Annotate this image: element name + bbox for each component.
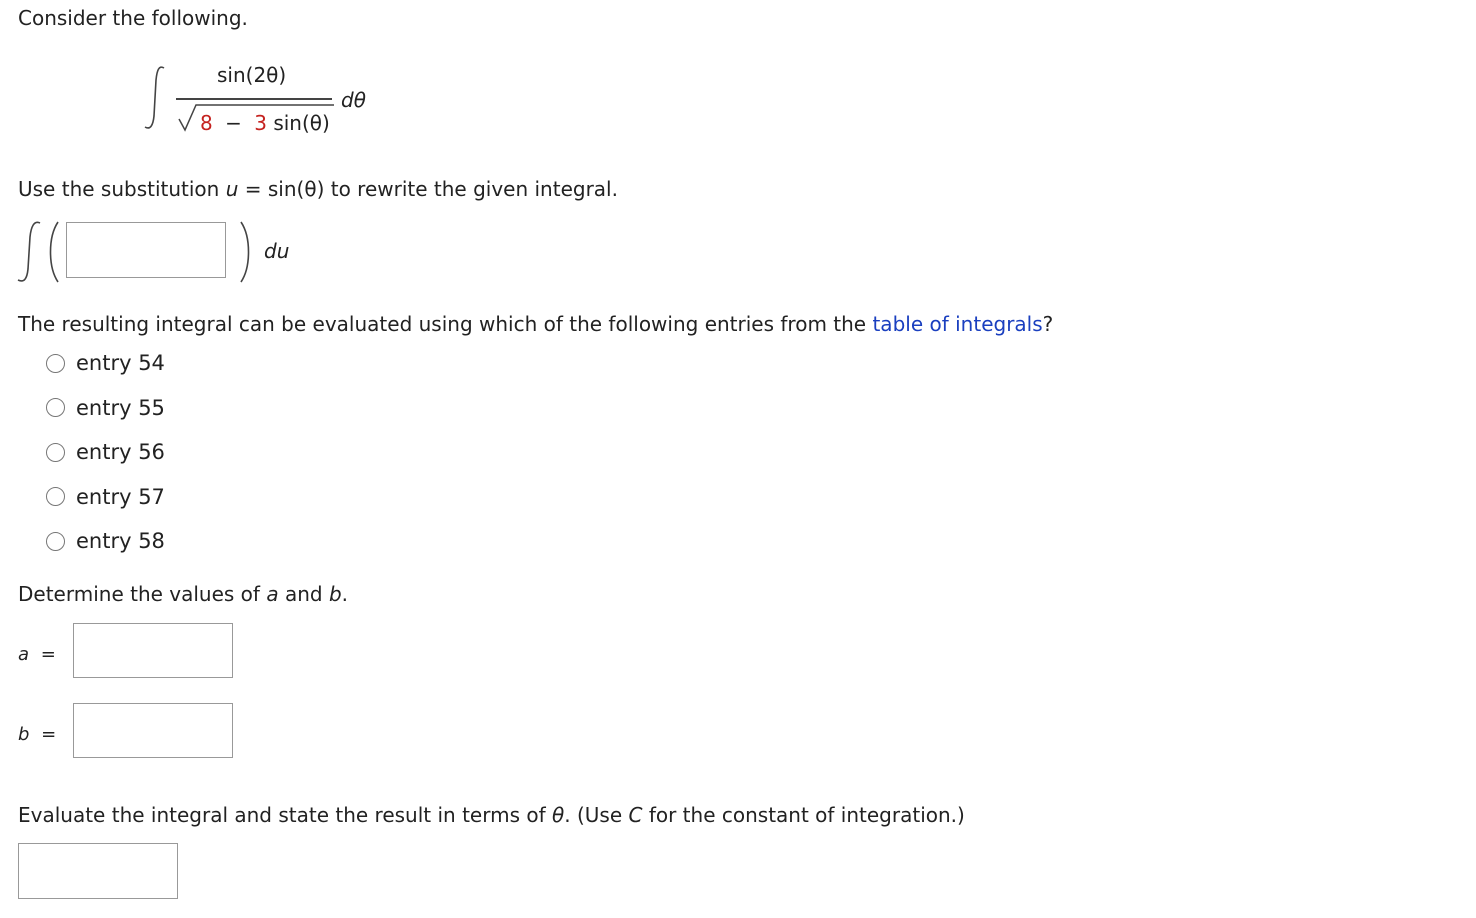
substitution-expression: sin(θ) [267, 177, 325, 201]
substitution-equals: = [244, 177, 262, 201]
a-label [18, 644, 56, 665]
evaluate-theta: θ [552, 803, 565, 827]
option-label: entry 56 [76, 440, 165, 464]
evaluate-after: for the constant of integration.) [648, 803, 965, 827]
option-label: entry 57 [76, 485, 165, 509]
integral-differential: dθ [341, 88, 366, 112]
radio-button[interactable] [46, 398, 65, 417]
integral-sign-icon [14, 219, 48, 285]
b-equals: = [41, 724, 57, 745]
b-label [18, 724, 56, 745]
evaluate-instruction [18, 803, 965, 827]
option-label: entry 55 [76, 396, 165, 420]
ab-period: . [341, 582, 349, 606]
denominator [200, 111, 330, 135]
substitution-suffix: to rewrite the given integral. [330, 177, 618, 201]
a-value-input[interactable] [73, 623, 233, 678]
b-value-input[interactable] [73, 703, 233, 758]
radio-button[interactable] [46, 532, 65, 551]
ab-instruction [18, 582, 348, 606]
substitution-integrand-input[interactable] [66, 222, 226, 278]
denominator-constant: 8 [200, 111, 213, 135]
intro-text: Consider the following. [18, 6, 248, 30]
ab-and: and [284, 582, 323, 606]
b-variable: b [18, 724, 30, 745]
minus-sign: − [225, 111, 242, 135]
radio-button[interactable] [46, 487, 65, 506]
ab-a: a [266, 582, 279, 606]
substitution-instruction [18, 177, 618, 201]
evaluate-constant: C [628, 803, 643, 827]
table-question [18, 312, 1053, 336]
integral-sign-icon [140, 64, 174, 132]
radio-button[interactable] [46, 443, 65, 462]
ab-prompt: Determine the values of [18, 582, 260, 606]
evaluate-middle: . (Use [564, 803, 623, 827]
table-of-integrals-link[interactable]: table of integrals [872, 312, 1043, 336]
question-text: The resulting integral can be evaluated using which of the following entries from the [18, 312, 867, 336]
denominator-function: sin(θ) [273, 111, 330, 135]
a-equals: = [40, 644, 56, 665]
result-input[interactable] [18, 843, 178, 899]
question-mark: ? [1042, 312, 1054, 336]
integrand-numerator: sin(2θ) [217, 63, 287, 87]
substitution-variable: u [225, 177, 239, 201]
rewritten-differential: du [264, 239, 290, 263]
option-label: entry 58 [76, 529, 165, 553]
left-paren-icon [44, 219, 64, 285]
option-label: entry 54 [76, 351, 165, 375]
a-variable: a [18, 644, 30, 665]
ab-b: b [328, 582, 342, 606]
radio-button[interactable] [46, 354, 65, 373]
right-paren-icon [236, 219, 256, 285]
denominator-coefficient: 3 [254, 111, 267, 135]
substitution-prefix: Use the substitution [18, 177, 220, 201]
evaluate-text: Evaluate the integral and state the result in terms of [18, 803, 546, 827]
